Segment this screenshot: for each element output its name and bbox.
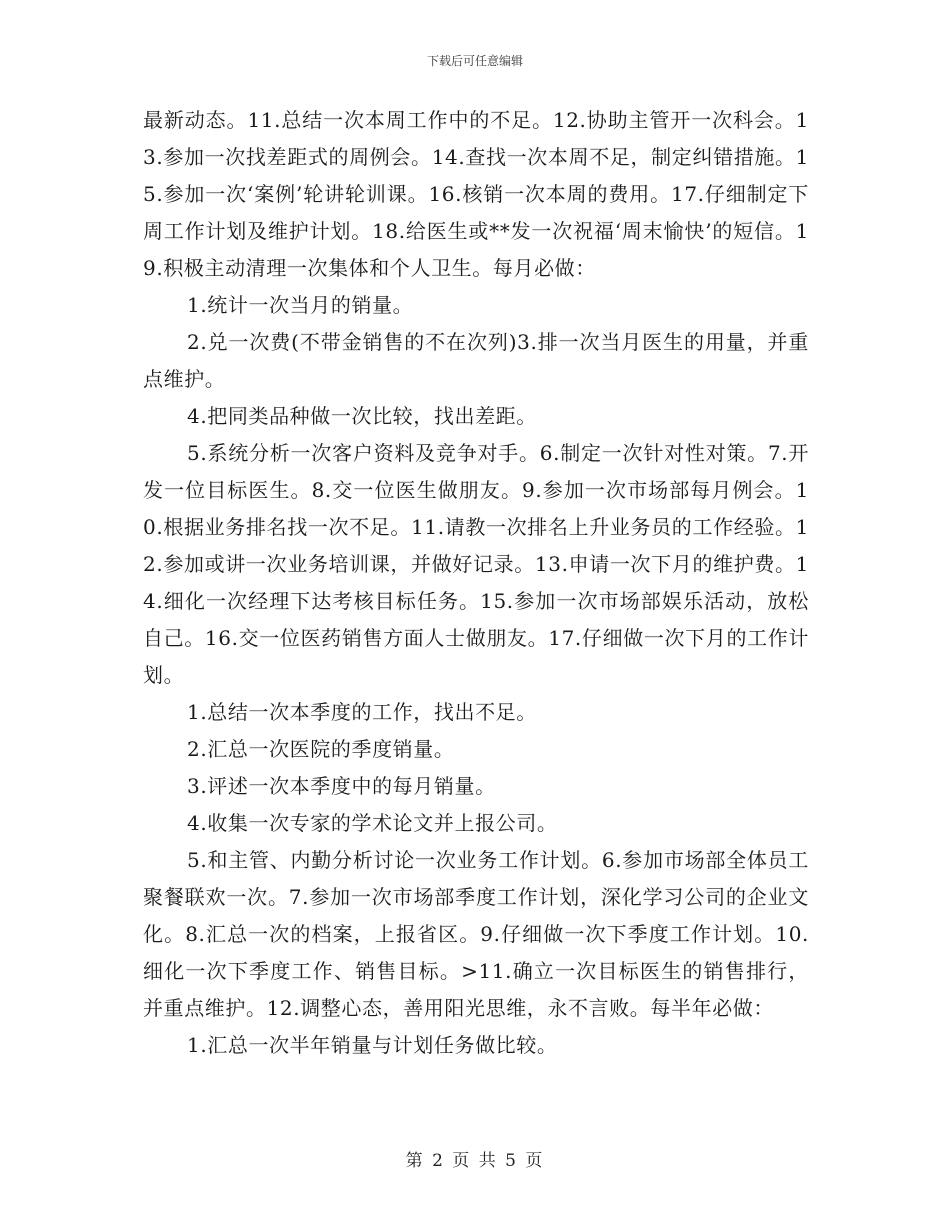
document-body (143, 102, 809, 1064)
paragraph: 4.把同类品种做一次比较，找出差距。 (187, 404, 537, 428)
page-header: 下载后可任意编辑 (426, 54, 523, 68)
paragraph: 5.和主管、内勤分析讨论一次业务工作计划。6.参加市场部全体员工聚餐联欢一次。7.参加一次市场部季度工作计划，深化学习公司的企业文化。8.汇总一次的档案，上报省区。9.仔细做一次下季度工作计划。10.细化一次下季度工作、销售目标。>11.确立一次目标医生的销售排行，并重点维护。12.调整心态，善用阳光思维，永不言败。每半年必做： (143, 848, 809, 1020)
paragraph: 3.评述一次本季度中的每月销量。 (187, 774, 496, 798)
paragraph: 5.系统分析一次客户资料及竞争对手。6.制定一次针对性对策。7.开发一位目标医生。8.交一位医生做朋友。9.参加一次市场部每月例会。10.根据业务排名找一次不足。11.请教一次排名上升业务员的工作经验。12.参加或讲一次业务培训课，并做好记录。13.申请一次下月的维护费。14.细化一次经理下达考核目标任务。15.参加一次市场部娱乐活动，放松自己。16.交一位医药销售方面人士做朋友。17.仔细做一次下月的工作计划。 (143, 441, 809, 687)
paragraph: 1.统计一次当月的销量。 (187, 293, 414, 317)
paragraph: 1.汇总一次半年销量与计划任务做比较。 (187, 1033, 558, 1057)
paragraph: 4.收集一次专家的学术论文并上报公司。 (187, 811, 558, 835)
paragraph: 最新动态。11.总结一次本周工作中的不足。12.协助主管开一次科会。13.参加一次找差距式的周例会。14.查找一次本周不足，制定纠错措施。15.参加一次‘案例’轮讲轮训课。16.核销一次本周的费用。17.仔细制定下周工作计划及维护计划。18.给医生或**发一次祝福‘周末愉快’的短信。19.积极主动清理一次集体和个人卫生。每月必做： (143, 108, 809, 280)
paragraph: 2.兑一次费(不带金销售的不在次列)3.排一次当月医生的用量，并重点维护。 (143, 330, 809, 391)
paragraph: 1.总结一次本季度的工作，找出不足。 (187, 700, 537, 724)
paragraph: 2.汇总一次医院的季度销量。 (187, 737, 455, 761)
page-footer: 第 2 页 共 5 页 (405, 1151, 545, 1171)
